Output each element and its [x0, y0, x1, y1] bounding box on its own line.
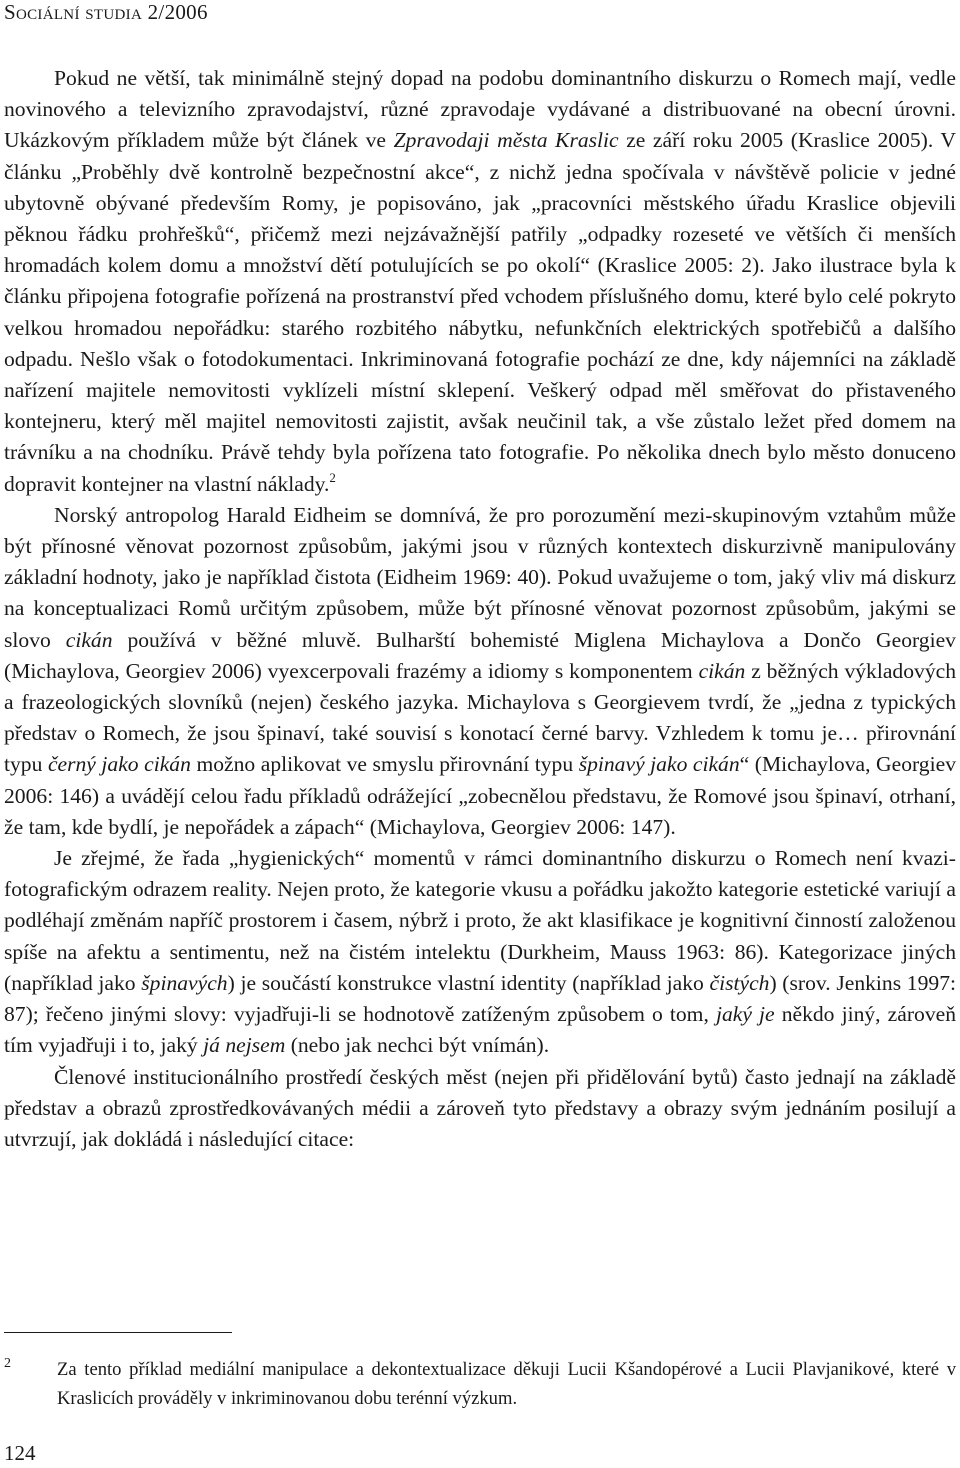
italic-text: špinavých — [141, 970, 228, 995]
footnote-number: 2 — [4, 1356, 11, 1371]
page-number: 124 — [4, 1441, 36, 1465]
italic-text: černý jako cikán — [47, 752, 191, 777]
text-run: používá v běžné mluvě. Bulharští bohemisté Miglena Michaylova a Dončo Georgiev (Michaylova, Georgiev 2006) vyexcerpovali frazémy a idiomy s komponentem — [4, 627, 956, 683]
body-text — [4, 63, 956, 1155]
running-head: Sociální studia 2/2006 — [4, 0, 208, 24]
footnote-text: Za tento příklad mediální manipulace a dekontextualizace děkuji Lucii Kšandopérové a Lucii Plavjanikové, které v Kraslicích prováděly v inkriminovanou dobu terénní výzkum. — [57, 1359, 956, 1409]
footnote — [4, 1355, 956, 1413]
text-run: někdo jiný, zároveň tím vyjadřuji i to, jaký — [4, 1002, 956, 1058]
text-run: (nebo jak nechci být vnímán). — [285, 1033, 550, 1058]
text-run: Pokud ne větší, tak minimálně stejný dopad na podobu dominantního diskurzu o Romech mají, vedle novinového a televizního zpravodajství, různé zpravodaje vydávané a distribuované na obecní úrovni. Ukázkovým příkladem může být článek ve — [4, 66, 956, 153]
text-run: Je zřejmé, že řada „hygienických“ momentů v rámci dominantního diskurzu o Romech není kvazi-fotografickým odrazem reality. Nejen proto, že kategorie vkusu a pořádku jakožto kategorie estetické variují a podléhají změnám napříč prostorem i časem, nýbrž i proto, že akt klasifikace je kognitivní činností založenou spíše na afektu a sentimentu, než na čistém intelektu (Durkheim, Mauss 1963: 86). Kategorizace jiných (například jako — [4, 846, 956, 995]
paragraph — [4, 500, 956, 843]
text-run: “ (Michaylova, Georgiev 2006: 146) a uvádějí celou řadu příkladů odrážející „zobecnělou představu, že Romové jsou špinaví, otrhaní, že tam, kde bydlí, je nepořádek a zápach“ (Michaylova, Georgiev 2006: 147). — [4, 752, 956, 839]
text-run: Norský antropolog Harald Eidheim se domnívá, že pro porozumění mezi-skupinovým vztahům může být přínosné věnovat pozornost způsobům, jakými jsou v různých kontextech diskurzivně manipulovány základní hodnoty, jako je například čistota (Eidheim 1969: 40). Pokud uvažujeme o tom, jaký vliv má diskurz na konceptualizaci Romů určitým způsobem, může být přínosné věnovat pozornost způsobům, jakými se slovo — [4, 502, 956, 652]
footnote-reference: 2 — [329, 469, 336, 485]
text-run: z běžných výkladových a frazeologických slovníků (nejen) českého jazyka. Michaylova s Georgievem tvrdí, že „jedna z typických představ o Romech, že jsou špinaví, také souvisí s konotací černé barvy. Vzhledem k tomu je… přirovnání typu — [4, 658, 956, 777]
italic-text: cikán — [698, 658, 746, 683]
text-run: ) (srov. Jenkins 1997: 87); řečeno jinými slovy: vyjadřuji-li se hodnotově zatíženým způsobem o tom, — [4, 970, 956, 1027]
paragraph — [4, 843, 956, 1061]
paragraph — [4, 1062, 956, 1156]
italic-text: jaký je — [715, 1002, 775, 1027]
italic-text: já nejsem — [203, 1033, 286, 1058]
text-run: ) je součástí konstrukce vlastní identity (například jako — [227, 970, 710, 995]
text-run: ze září roku 2005 (Kraslice 2005). V článku „Proběhly dvě kontrolně bezpečnostní akce“, z nichž jedna spočívala v návštěvě policie v jedné ubytovně obývané především Romy, je popisováno, jak „pracovníci městského úřadu Kraslice objevili pěknou řádku prohřešků“, přičemž mezi nejzávažnější patřily „odpadky rozeseté ve větších či menších hromadách kolem domu a množství dětí potulujících se po okolí“ (Kraslice 2005: 2). Jako ilustrace byla k článku připojena fotografie pořízená na prostranství před vchodem příslušného domu, které bylo celé pokryto velkou hromadou nepořádku: starého rozbitého nábytku, nefunkčních elektrických spotřebičů a dalšího odpadu. Nešlo však o fotodokumentaci. Inkriminovaná fotografie pochází ze dne, kdy nájemníci na základě nařízení majitele nemovitosti vyklízeli místní sklepení. Veškerý odpad měl směřovat do přistaveného kontejneru, který měl majitel nemovitosti zajistit, avšak neučinil tak, a vše zůstalo ležet před domem na trávníku a na chodníku. Právě tehdy byla pořízena tato fotografie. Po několika dnech bylo město donuceno dopravit kontejner na vlastní náklady. — [4, 128, 956, 496]
italic-text: čistých — [709, 970, 770, 995]
italic-text: cikán — [65, 627, 113, 652]
text-run: možno aplikovat ve smyslu přirovnání typu — [190, 752, 579, 777]
italic-text: Zpravodaji města Kraslic — [393, 128, 619, 153]
footnote-divider — [4, 1332, 232, 1333]
paragraph — [4, 63, 956, 500]
italic-text: špinavý jako cikán — [578, 752, 740, 777]
text-run: Členové institucionálního prostředí českých měst (nejen při přidělování bytů) často jednají na základě představ a obrazů zprostředkovávaných médii a zároveň tyto představy a obrazy svým jednáním posilují a utvrzují, jak dokládá i následující citace: — [4, 1064, 956, 1151]
